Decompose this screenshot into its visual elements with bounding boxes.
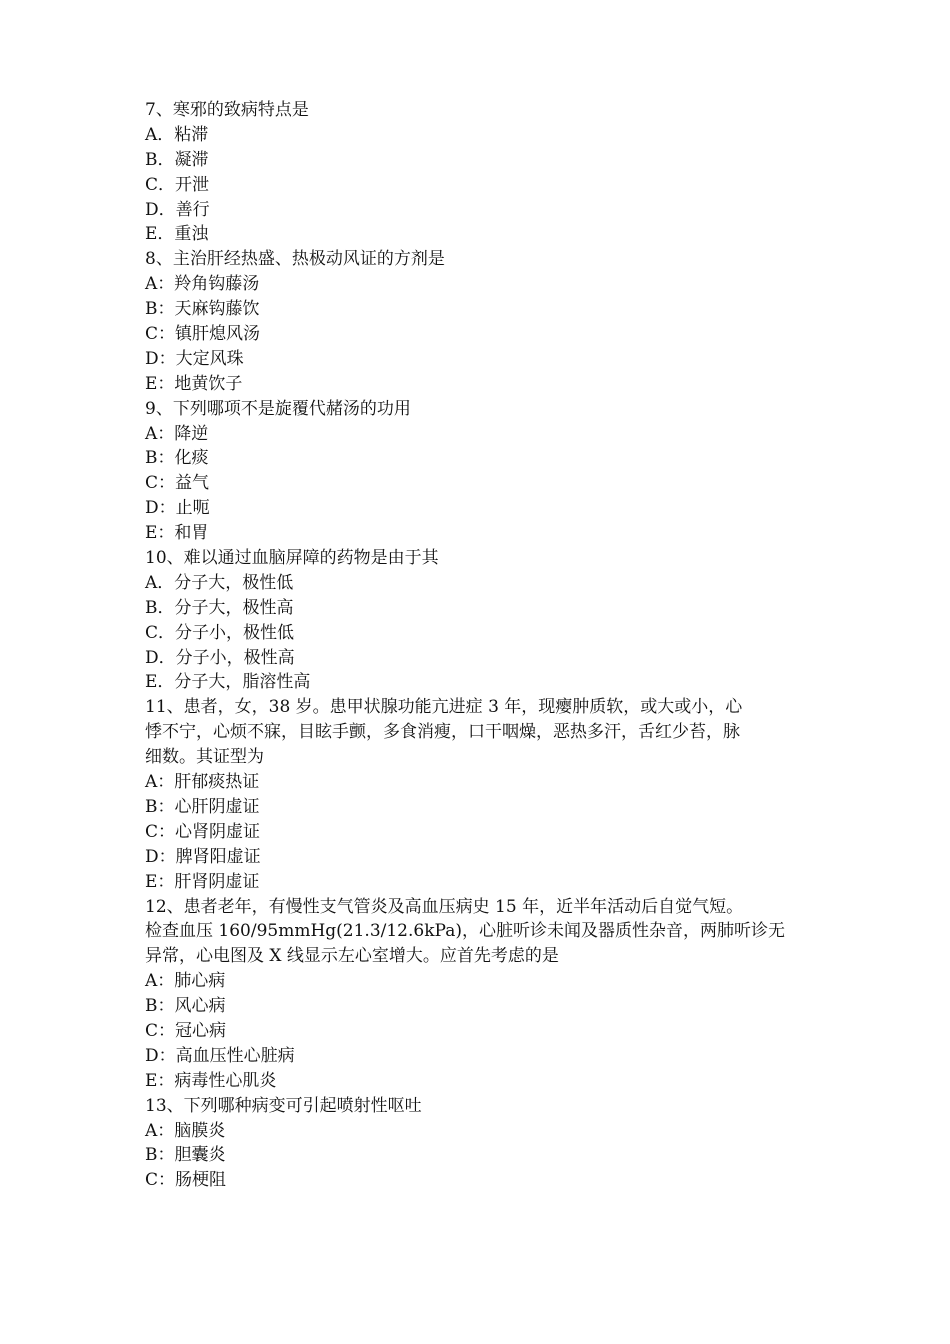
option-c: C：冠心病 <box>145 1020 227 1041</box>
option-e: E．分子大，脂溶性高 <box>145 672 311 693</box>
option-d: D．分子小，极性高 <box>145 647 295 668</box>
option-b: B：化痰 <box>145 448 209 469</box>
question-stem: 10、难以通过血脑屏障的药物是由于其 <box>145 548 439 569</box>
option-a: A：脑膜炎 <box>145 1120 226 1141</box>
question-stem-line-1: 12、患者老年，有慢性支气管炎及高血压病史 15 年，近半年活动后自觉气短。 <box>145 896 744 917</box>
exam-questions <box>145 98 817 1193</box>
question-8 <box>145 247 817 396</box>
option-c: C：心肾阴虚证 <box>145 821 261 842</box>
question-stem-line-1: 11、患者，女，38 岁。患甲状腺功能亢进症 3 年，现瘿肿质软，或大或小，心 <box>145 697 743 718</box>
option-e: E：地黄饮子 <box>145 373 243 394</box>
question-stem-line-3: 细数。其证型为 <box>145 747 264 768</box>
option-a: A．分子大，极性低 <box>145 572 294 593</box>
option-b: B：胆囊炎 <box>145 1145 226 1166</box>
option-c: C：益气 <box>145 473 210 494</box>
question-7 <box>145 98 817 247</box>
option-c: C．开泄 <box>145 174 210 195</box>
option-c: C：镇肝熄风汤 <box>145 324 261 345</box>
option-e: E．重浊 <box>145 224 209 245</box>
option-d: D：脾肾阳虚证 <box>145 846 261 867</box>
option-a: A：羚角钩藤汤 <box>145 274 260 295</box>
question-stem: 13、下列哪种病变可引起喷射性呕吐 <box>145 1095 422 1116</box>
option-b: B：风心病 <box>145 996 226 1017</box>
option-d: D：止呃 <box>145 498 210 519</box>
option-d: D：高血压性心脏病 <box>145 1045 295 1066</box>
question-stem-line-2: 检查血压 160/95mmHg(21.3/12.6kPa)，心脏听诊未闻及器质性杂音，两肺听诊无 <box>145 921 785 942</box>
option-a: A：肺心病 <box>145 971 226 992</box>
option-b: B：心肝阴虚证 <box>145 796 260 817</box>
question-stem: 8、主治肝经热盛、热极动风证的方剂是 <box>145 249 445 270</box>
question-stem: 9、下列哪项不是旋覆代赭汤的功用 <box>145 398 411 419</box>
question-11 <box>145 695 817 894</box>
option-a: A：肝郁痰热证 <box>145 772 260 793</box>
option-b: B：天麻钩藤饮 <box>145 299 260 320</box>
option-e: E：和胃 <box>145 523 209 544</box>
option-d: D．善行 <box>145 199 210 220</box>
option-d: D：大定风珠 <box>145 348 244 369</box>
question-12 <box>145 895 817 1094</box>
option-b: B．凝滞 <box>145 149 209 170</box>
question-10 <box>145 546 817 695</box>
question-13 <box>145 1094 817 1194</box>
question-stem: 7、寒邪的致病特点是 <box>145 100 309 120</box>
option-a: A：降逆 <box>145 423 209 444</box>
question-9 <box>145 397 817 546</box>
option-e: E：病毒性心肌炎 <box>145 1070 277 1091</box>
option-c: C：肠梗阻 <box>145 1170 227 1191</box>
option-b: B．分子大，极性高 <box>145 597 294 618</box>
question-stem-line-2: 悸不宁，心烦不寐，目眩手颤，多食消瘦，口干咽燥，恶热多汗，舌红少苔，脉 <box>145 722 740 743</box>
option-c: C．分子小，极性低 <box>145 622 295 643</box>
option-a: A．粘滞 <box>145 124 209 145</box>
option-e: E：肝肾阴虚证 <box>145 871 260 892</box>
question-stem-line-3: 异常，心电图及 X 线显示左心室增大。应首先考虑的是 <box>145 946 559 967</box>
